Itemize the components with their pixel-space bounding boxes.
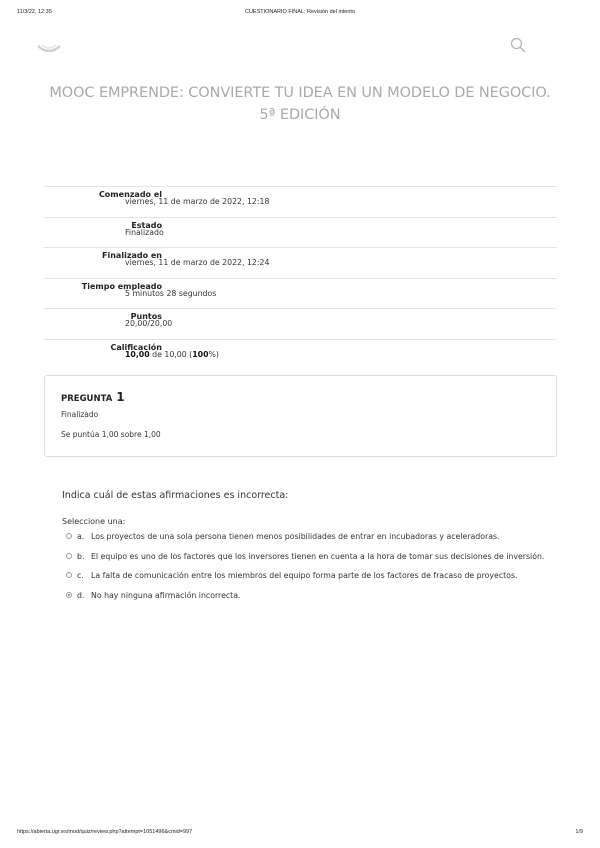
answer-letter: b.: [77, 551, 85, 561]
radio-button[interactable]: [66, 553, 72, 559]
answer-text: Los proyectos de una sola persona tienen menos posibilidades de entrar en incubadoras y aceleradoras.: [91, 532, 500, 541]
summary-label: Comenzado el: [98, 190, 162, 199]
print-datetime: 11/3/22, 12:35: [17, 9, 52, 15]
attempt-summary: [44, 186, 557, 369]
question-prefix: PREGUNTA: [61, 394, 113, 404]
answer-text: El equipo es uno de los factores que los inversores tienen en cuenta a la hora de tomar sus decisiones de inversión.: [91, 551, 545, 561]
grade-score: 10,00: [125, 349, 150, 359]
question-number: 1: [116, 390, 125, 404]
print-doc-title: CUESTIONARIO FINAL: Revisión del intento: [244, 9, 356, 15]
answer-letter: d.: [77, 591, 85, 601]
summary-label: Finalizado en: [102, 251, 162, 260]
search-icon[interactable]: [510, 37, 526, 53]
summary-label: Estado: [131, 220, 162, 230]
radio-button[interactable]: [66, 572, 72, 578]
summary-value: 20,00/20,00: [125, 319, 173, 328]
answer-text: La falta de comunicación entre los miembros del equipo forma parte de los factores de fracaso de proyectos.: [91, 571, 518, 581]
question-state: Finalizado: [61, 410, 99, 419]
summary-value: viernes, 11 de marzo de 2022, 12:24: [125, 258, 270, 267]
summary-row-points: [44, 309, 557, 340]
summary-value: 5 minutos 28 segundos: [125, 288, 217, 298]
summary-label: Calificación: [110, 342, 162, 352]
logo-icon[interactable]: [36, 40, 62, 56]
question-grade: Se puntúa 1,00 sobre 1,00: [61, 430, 161, 439]
radio-button[interactable]: [66, 533, 72, 539]
course-title: MOOC EMPRENDE: CONVIERTE TU IDEA EN UN MODELO DE NEGOCIO. 5ª EDICIÓN: [49, 85, 551, 123]
summary-value: viernes, 11 de marzo de 2022, 12:18: [125, 197, 270, 206]
answer-text: No hay ninguna afirmación incorrecta.: [91, 591, 241, 601]
question-title: [61, 390, 125, 404]
summary-label: Puntos: [130, 312, 162, 321]
question-text: Indica cuál de estas afirmaciones es incorrecta:: [62, 490, 289, 501]
answer-letter: a.: [77, 532, 85, 541]
grade-end: %): [208, 349, 219, 359]
answer-prompt: Seleccione una:: [62, 517, 126, 526]
summary-value: Finalizado: [125, 227, 164, 237]
grade-percent: 100: [192, 349, 209, 359]
summary-row-finished: [44, 248, 557, 279]
summary-row-time: [44, 279, 557, 310]
print-page-number: 1/9: [575, 829, 583, 835]
answer-letter: c.: [77, 571, 84, 581]
print-url: https://abierta.ugr.es/mod/quiz/review.php?attempt=1051496&cmid=997: [17, 829, 193, 835]
summary-row-state: [44, 218, 557, 249]
question-info-box: [44, 375, 557, 457]
radio-button-selected[interactable]: [66, 592, 72, 598]
summary-row-started: [44, 187, 557, 218]
grade-middle: de 10,00 (: [149, 349, 193, 359]
summary-row-grade: [44, 340, 557, 370]
summary-label: Tiempo empleado: [81, 281, 162, 291]
grade-value: [125, 350, 219, 359]
